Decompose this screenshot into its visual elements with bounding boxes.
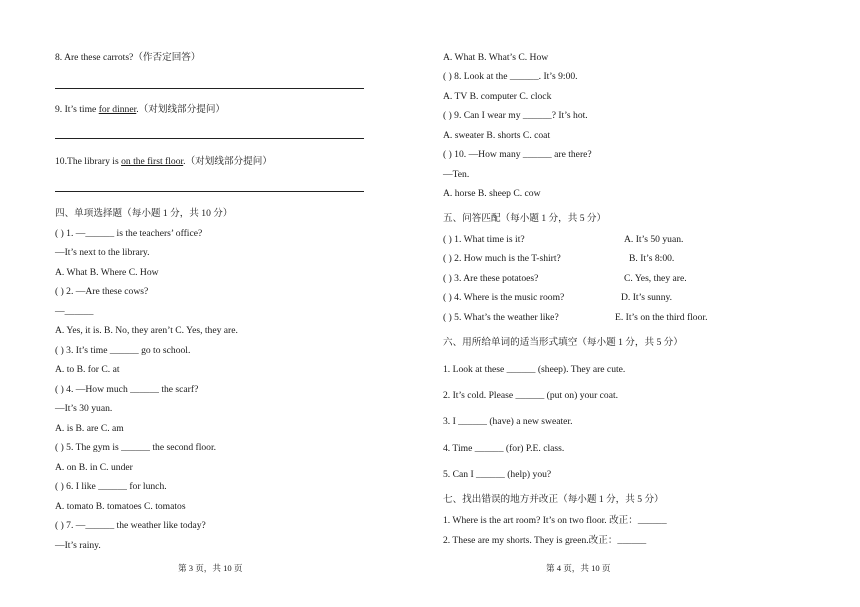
answer-line[interactable] bbox=[55, 88, 364, 89]
section-7-title: 七、找出错误的地方并改正（每小题 1 分，共 5 分） bbox=[443, 494, 664, 505]
option-line: A. is B. are C. am bbox=[55, 423, 124, 434]
page-footer-right: 第 4 页，共 10 页 bbox=[546, 563, 611, 573]
fill-item: 5. Can I ______ (help) you? bbox=[443, 469, 552, 480]
fill-item: 3. I ______ (have) a new sweater. bbox=[443, 416, 573, 427]
fill-item: 2. It’s cold. Please ______ (put on) your coat. bbox=[443, 390, 619, 401]
question-line: ( ) 3. It’s time ______ go to school. bbox=[55, 345, 191, 356]
match-question: ( ) 5. What’s the weather like? bbox=[443, 312, 559, 323]
option-line: A. What B. What’s C. How bbox=[443, 52, 549, 63]
match-answer: D. It’s sunny. bbox=[621, 292, 673, 303]
question-line: —It’s 30 yuan. bbox=[55, 403, 113, 414]
option-line: A. to B. for C. at bbox=[55, 364, 120, 375]
writing-item-9: 9. It’s time for dinner.（对划线部分提问） bbox=[55, 104, 226, 115]
question-line: ( ) 9. Can I wear my ______? It’s hot. bbox=[443, 110, 588, 121]
question-line: —It’s rainy. bbox=[55, 540, 101, 551]
match-question: ( ) 1. What time is it? bbox=[443, 234, 525, 245]
section-5-title: 五、问答匹配（每小题 1 分，共 5 分） bbox=[443, 213, 607, 224]
answer-line[interactable] bbox=[55, 138, 364, 139]
match-question: ( ) 4. Where is the music room? bbox=[443, 292, 565, 303]
option-line: A. TV B. computer C. clock bbox=[443, 91, 552, 102]
match-question: ( ) 3. Are these potatoes? bbox=[443, 273, 539, 284]
section-4-title: 四、单项选择题（每小题 1 分，共 10 分） bbox=[55, 208, 233, 219]
question-line: —______ bbox=[55, 306, 94, 317]
question-line: ( ) 8. Look at the ______. It’s 9:00. bbox=[443, 71, 578, 82]
question-line: —Ten. bbox=[443, 169, 470, 180]
option-line: A. on B. in C. under bbox=[55, 462, 133, 473]
fill-item: 4. Time ______ (for) P.E. class. bbox=[443, 443, 565, 454]
error-item: 1. Where is the art room? It’s on two floor. 改正：______ bbox=[443, 515, 667, 526]
question-line: —It’s next to the library. bbox=[55, 247, 150, 258]
question-line: ( ) 2. —Are these cows? bbox=[55, 286, 149, 297]
question-line: ( ) 4. —How much ______ the scarf? bbox=[55, 384, 199, 395]
option-line: A. Yes, it is. B. No, they aren’t C. Yes, they are. bbox=[55, 325, 238, 336]
answer-line[interactable] bbox=[55, 191, 364, 192]
page-footer-left: 第 3 页，共 10 页 bbox=[178, 563, 243, 573]
question-line: ( ) 10. —How many ______ are there? bbox=[443, 149, 592, 160]
option-line: A. sweater B. shorts C. coat bbox=[443, 130, 551, 141]
question-line: ( ) 7. —______ the weather like today? bbox=[55, 520, 206, 531]
question-line: ( ) 5. The gym is ______ the second floor. bbox=[55, 442, 217, 453]
option-line: A. What B. Where C. How bbox=[55, 267, 159, 278]
match-answer: B. It’s 8:00. bbox=[629, 253, 675, 264]
option-line: A. tomato B. tomatoes C. tomatos bbox=[55, 501, 186, 512]
match-answer: E. It’s on the third floor. bbox=[615, 312, 708, 323]
match-question: ( ) 2. How much is the T-shirt? bbox=[443, 253, 561, 264]
question-line: ( ) 1. —______ is the teachers’ office? bbox=[55, 228, 203, 239]
section-6-title: 六、用所给单词的适当形式填空（每小题 1 分，共 5 分） bbox=[443, 337, 683, 348]
error-item: 2. These are my shorts. They is green.改正：______ bbox=[443, 535, 647, 546]
question-line: ( ) 6. I like ______ for lunch. bbox=[55, 481, 167, 492]
match-answer: C. Yes, they are. bbox=[624, 273, 687, 284]
writing-item-8: 8. Are these carrots?（作否定回答） bbox=[55, 52, 201, 63]
match-answer: A. It’s 50 yuan. bbox=[624, 234, 684, 245]
option-line: A. horse B. sheep C. cow bbox=[443, 188, 541, 199]
writing-item-10: 10.The library is on the first floor.（对划线部分提问） bbox=[55, 156, 272, 167]
fill-item: 1. Look at these ______ (sheep). They are cute. bbox=[443, 364, 626, 375]
